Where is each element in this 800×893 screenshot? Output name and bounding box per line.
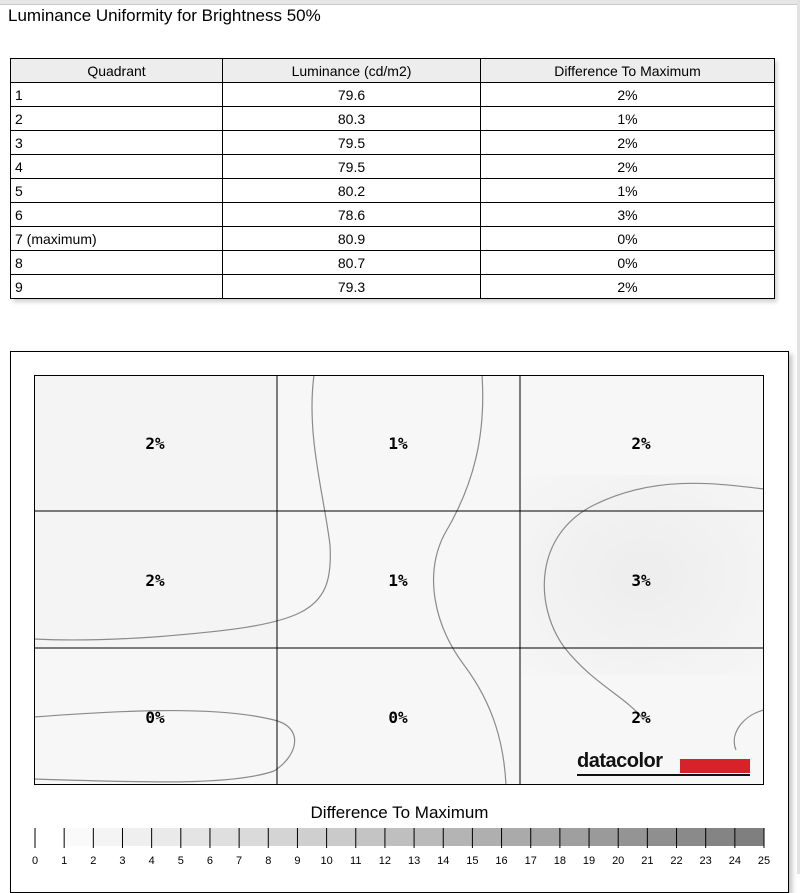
legend-tick-label: 8: [265, 855, 272, 867]
quadrant-cell: 4: [11, 155, 223, 179]
difference-cell: 1%: [481, 179, 775, 203]
table-row: [11, 275, 775, 299]
legend-tick-label: 25: [757, 855, 771, 867]
legend-swatch: [443, 828, 472, 846]
map-cell-4: 2%: [145, 570, 165, 590]
legend-tick-label: 3: [119, 855, 126, 867]
quadrant-cell: 1: [11, 83, 223, 107]
difference-cell: 2%: [481, 275, 775, 299]
table-row: [11, 107, 775, 131]
table-row: [11, 227, 775, 251]
table-row: [11, 83, 775, 107]
column-header-luminance: Luminance (cd/m2): [223, 59, 481, 83]
map-cell-9: 2%: [631, 707, 651, 727]
legend-swatch: [239, 828, 268, 846]
difference-cell: 0%: [481, 227, 775, 251]
legend-title: Difference To Maximum: [310, 803, 489, 822]
map-cell-8: 0%: [388, 707, 408, 727]
map-cell-5: 1%: [388, 570, 408, 590]
luminance-table-container: [10, 58, 774, 299]
legend-swatch: [152, 828, 181, 846]
luminance-cell: 79.5: [223, 155, 481, 179]
legend-swatch: [297, 828, 326, 846]
luminance-cell: 80.7: [223, 251, 481, 275]
legend-tick-label: 2: [90, 855, 97, 867]
legend-tick-label: 21: [641, 855, 654, 867]
legend-tick-label: 16: [495, 855, 508, 867]
luminance-table: [10, 58, 775, 299]
legend-tick-label: 4: [148, 855, 155, 867]
legend-swatch: [647, 828, 676, 846]
difference-cell: 0%: [481, 251, 775, 275]
quadrant-cell: 8: [11, 251, 223, 275]
legend-tick-label: 24: [728, 855, 741, 867]
map-cell-7: 0%: [145, 707, 165, 727]
legend-swatch: [181, 828, 210, 846]
legend-tick-label: 6: [206, 855, 214, 867]
legend-tick-label: 23: [699, 855, 712, 867]
luminance-cell: 79.5: [223, 131, 481, 155]
table-row: [11, 203, 775, 227]
legend-swatch: [502, 828, 531, 846]
legend-swatch: [385, 828, 414, 846]
legend-tick-label: 19: [582, 855, 596, 867]
legend-tick-label: 18: [553, 855, 567, 867]
table-header-row: [11, 59, 775, 83]
map-cell-6: 3%: [631, 570, 651, 590]
legend-swatch: [531, 828, 560, 846]
luminance-cell: 80.3: [223, 107, 481, 131]
luminance-cell: 78.6: [223, 203, 481, 227]
difference-cell: 1%: [481, 107, 775, 131]
legend-tick-label: 14: [437, 855, 450, 867]
quadrant-cell: 3: [11, 131, 223, 155]
legend-tick-label: 0: [31, 855, 39, 867]
quadrant-cell: 7 (maximum): [11, 227, 223, 251]
legend-tick-label: 22: [670, 855, 683, 867]
datacolor-logo-underline: [577, 774, 750, 776]
uniformity-grid: [34, 375, 764, 785]
map-cell-1: 2%: [145, 433, 165, 453]
legend-tick-label: 13: [407, 855, 421, 867]
legend-swatch: [560, 828, 589, 846]
legend-swatch: [735, 828, 764, 846]
difference-cell: 2%: [481, 83, 775, 107]
legend-swatch: [414, 828, 443, 846]
luminance-cell: 79.3: [223, 275, 481, 299]
legend-swatch: [122, 828, 151, 846]
difference-cell: 2%: [481, 155, 775, 179]
legend-swatch: [706, 828, 735, 846]
legend-tick-label: 12: [378, 855, 392, 867]
table-row: [11, 131, 775, 155]
legend-swatch: [64, 828, 93, 846]
legend-swatch: [589, 828, 618, 846]
column-header-quadrant: Quadrant: [11, 59, 223, 83]
legend-swatch: [268, 828, 297, 846]
table-row: [11, 155, 775, 179]
page-title: Luminance Uniformity for Brightness 50%: [8, 6, 321, 25]
uniformity-map-panel: [10, 351, 789, 893]
legend-tick-label: 9: [294, 855, 301, 867]
legend-tick-label: 7: [236, 855, 243, 867]
difference-cell: 3%: [481, 203, 775, 227]
quadrant-cell: 5: [11, 179, 223, 203]
quadrant-cell: 2: [11, 107, 223, 131]
legend-swatch: [356, 828, 385, 846]
table-row: [11, 251, 775, 275]
datacolor-logo-bar: [680, 759, 750, 773]
legend-swatch: [93, 828, 122, 846]
legend-swatch: [677, 828, 706, 846]
legend-swatch: [618, 828, 647, 846]
legend-swatch: [472, 828, 501, 846]
table-row: [11, 179, 775, 203]
legend-tick-label: 1: [61, 855, 68, 867]
legend-tick-label: 17: [524, 855, 537, 867]
legend-tick-label: 5: [177, 855, 184, 867]
quadrant-cell: 6: [11, 203, 223, 227]
quadrant-cell: 9: [11, 275, 223, 299]
datacolor-logo: datacolor: [577, 750, 663, 772]
map-cell-2: 1%: [388, 433, 408, 453]
legend-tick-label: 11: [350, 855, 362, 867]
luminance-cell: 80.9: [223, 227, 481, 251]
legend-swatch: [327, 828, 356, 846]
luminance-cell: 80.2: [223, 179, 481, 203]
legend-tick-label: 20: [612, 855, 625, 867]
legend-scale: [11, 824, 788, 884]
luminance-cell: 79.6: [223, 83, 481, 107]
column-header-difference: Difference To Maximum: [481, 59, 775, 83]
legend-swatch: [35, 828, 64, 846]
legend-tick-label: 15: [466, 855, 479, 867]
map-cell-3: 2%: [631, 433, 651, 453]
window-top-border: [0, 0, 800, 5]
difference-cell: 2%: [481, 131, 775, 155]
legend-tick-label: 10: [320, 855, 333, 867]
legend-swatch: [210, 828, 239, 846]
